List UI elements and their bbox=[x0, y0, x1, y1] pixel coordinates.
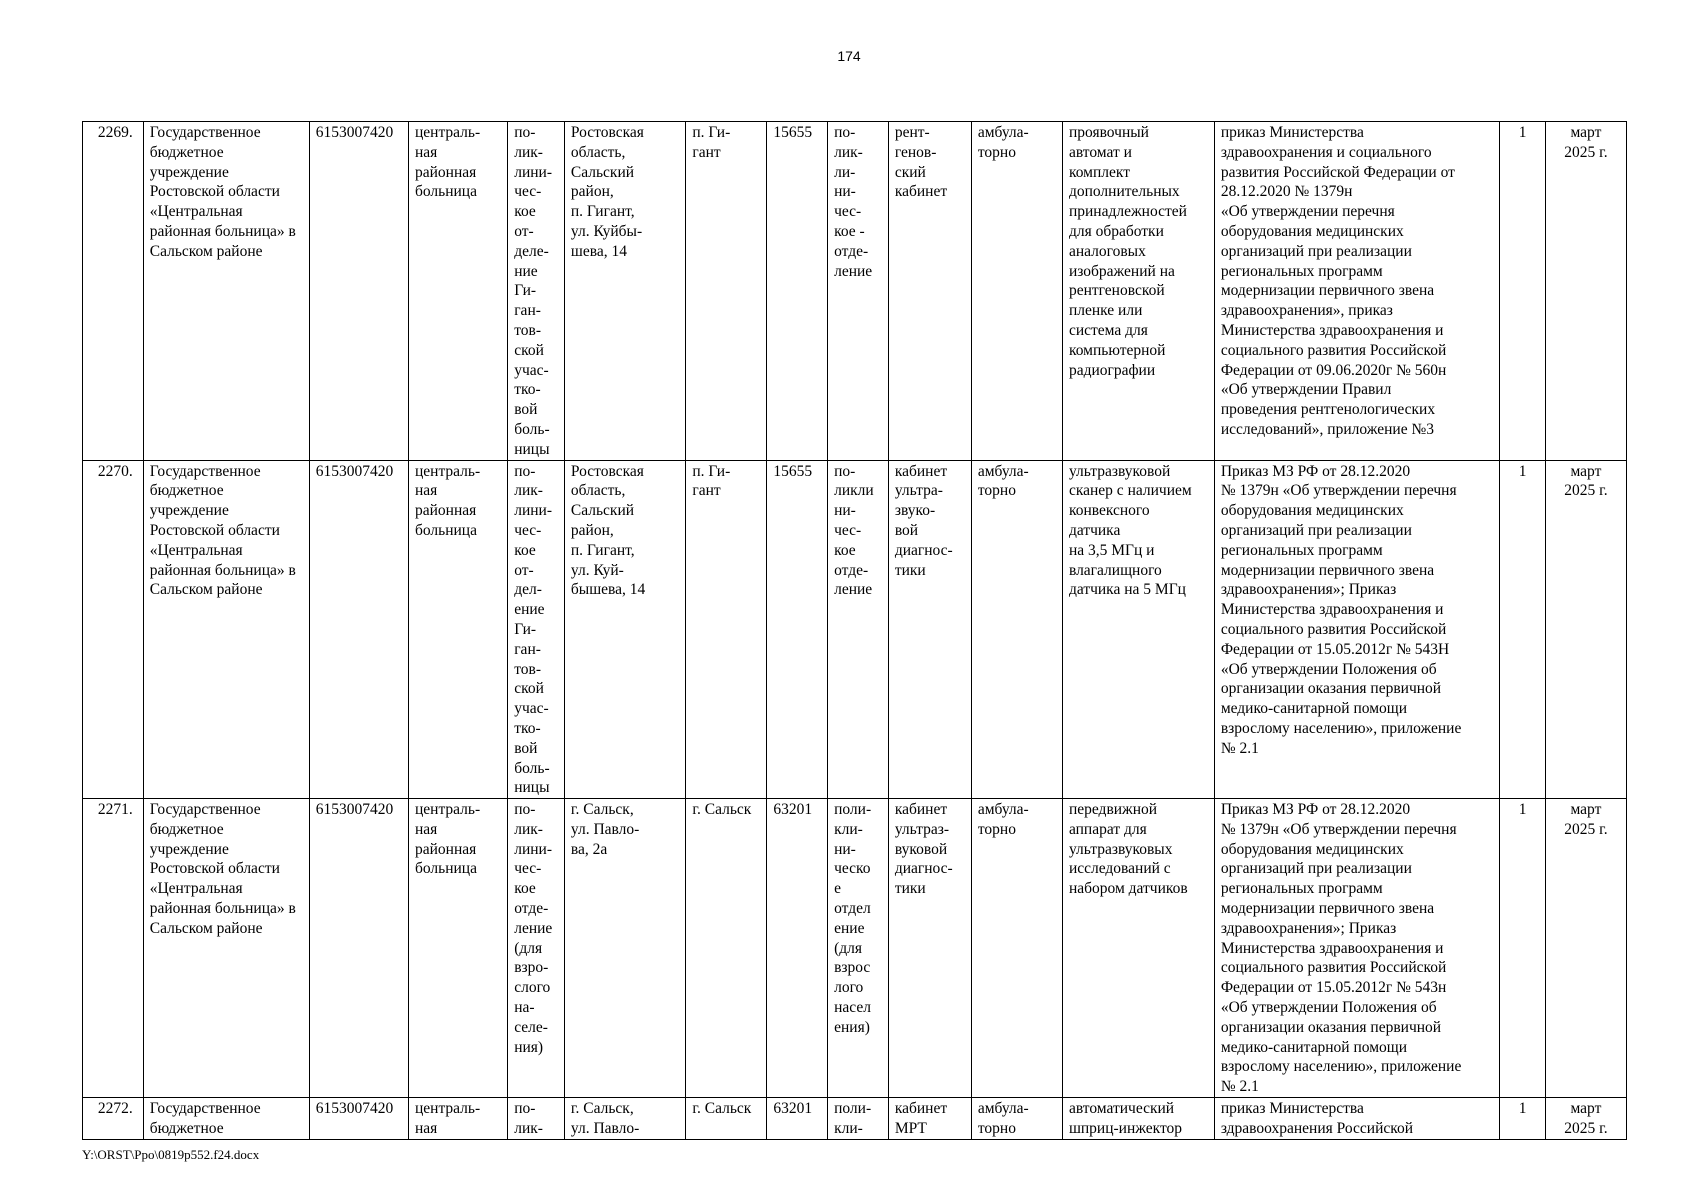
quantity: 1 bbox=[1500, 799, 1546, 1098]
room: кабинет ультра- звуко- вой диагнос- тики bbox=[888, 460, 971, 799]
unit: по- лик- ли- ни- чес- кое - отде- ление bbox=[828, 122, 889, 461]
quantity: 1 bbox=[1500, 122, 1546, 461]
equipment-register-table bbox=[82, 121, 1627, 1140]
organization-type: централь- ная районная больница bbox=[408, 122, 507, 461]
oktmo-code: 15655 bbox=[767, 122, 828, 461]
table-row bbox=[83, 799, 1627, 1098]
locality: г. Сальск bbox=[686, 799, 767, 1098]
quantity: 1 bbox=[1500, 1098, 1546, 1140]
organization-name: Государственное бюджетное учреждение Ростовской области «Центральная районная больница» в Сальском районе bbox=[143, 122, 309, 461]
room: рент- генов- ский кабинет bbox=[888, 122, 971, 461]
equipment-name: ультразвуковой сканер с наличием конвексного датчика на 3,5 МГц и влагалищного датчика на 5 МГц bbox=[1062, 460, 1214, 799]
delivery-date: март 2025 г. bbox=[1545, 799, 1626, 1098]
footer-file-path: Y:\ORST\Ppo\0819p552.f24.docx bbox=[82, 1147, 260, 1162]
care-condition: амбула- торно bbox=[971, 122, 1062, 461]
quantity: 1 bbox=[1500, 460, 1546, 799]
organization-name: Государственное бюджетное bbox=[143, 1098, 309, 1140]
organization-type: централь- ная районная больница bbox=[408, 460, 507, 799]
table-row bbox=[83, 1098, 1627, 1140]
organization-name: Государственное бюджетное учреждение Ростовской области «Центральная районная больница» в Сальском районе bbox=[143, 460, 309, 799]
inn: 6153007420 bbox=[309, 1098, 408, 1140]
row-number: 2270. bbox=[83, 460, 144, 799]
legal-basis: Приказ МЗ РФ от 28.12.2020 № 1379н «Об утверждении перечня оборудования медицинских организаций при реализации региональных программ модернизации первичного звена здравоохранения»; Приказ Министерства здравоохранения и социального развития Российской Федерации от 15.05.2012г № 543н «Об утверждении Положения об организации оказания первичной медико-санитарной помощи взрослому населению», приложение № 2.1 bbox=[1214, 799, 1500, 1098]
row-number: 2272. bbox=[83, 1098, 144, 1140]
locality: г. Сальск bbox=[686, 1098, 767, 1140]
equipment-name: автоматический шприц-инжектор bbox=[1062, 1098, 1214, 1140]
inn: 6153007420 bbox=[309, 122, 408, 461]
legal-basis: приказ Министерства здравоохранения и социального развития Российской Федерации от 28.12.2020 № 1379н «Об утверждении перечня оборудования медицинских организаций при реализации региональных программ модернизации первичного звена здравоохранения», приказ Министерства здравоохранения и социального развития Российской Федерации от 09.06.2020г № 560н «Об утверждении Правил проведения рентгенологических исследований», приложение №3 bbox=[1214, 122, 1500, 461]
unit: поли- кли- ни- ческо е отдел ение (для взрос лого насел ения) bbox=[828, 799, 889, 1098]
address: г. Сальск, ул. Павло- ва, 2а bbox=[564, 799, 685, 1098]
delivery-date: март 2025 г. bbox=[1545, 460, 1626, 799]
care-condition: амбула- торно bbox=[971, 460, 1062, 799]
page-number: 174 bbox=[837, 48, 861, 64]
locality: п. Ги- гант bbox=[686, 122, 767, 461]
table-row bbox=[83, 122, 1627, 461]
row-number: 2271. bbox=[83, 799, 144, 1098]
unit: по- ликли ни- чес- кое отде- ление bbox=[828, 460, 889, 799]
division: по- лик- лини- чес- кое от- дел- ение Ги- ган- тов- ской учас- тко- вой боль- ницы bbox=[508, 460, 565, 799]
inn: 6153007420 bbox=[309, 799, 408, 1098]
room: кабинет МРТ bbox=[888, 1098, 971, 1140]
oktmo-code: 63201 bbox=[767, 799, 828, 1098]
row-number: 2269. bbox=[83, 122, 144, 461]
locality: п. Ги- гант bbox=[686, 460, 767, 799]
organization-name: Государственное бюджетное учреждение Ростовской области «Центральная районная больница» в Сальском районе bbox=[143, 799, 309, 1098]
address: Ростовская область, Сальский район, п. Гигант, ул. Куй- бышева, 14 bbox=[564, 460, 685, 799]
division: по- лик- лини- чес- кое отде- ление (для взро- слого на- селе- ния) bbox=[508, 799, 565, 1098]
division: по- лик- лини- чес- кое от- деле- ние Ги- ган- тов- ской учас- тко- вой боль- ницы bbox=[508, 122, 565, 461]
care-condition: амбула- торно bbox=[971, 799, 1062, 1098]
delivery-date: март 2025 г. bbox=[1545, 1098, 1626, 1140]
oktmo-code: 63201 bbox=[767, 1098, 828, 1140]
organization-type: централь- ная районная больница bbox=[408, 799, 507, 1098]
address: г. Сальск, ул. Павло- bbox=[564, 1098, 685, 1140]
equipment-name: проявочный автомат и комплект дополнительных принадлежностей для обработки аналоговых изображений на рентгеновской пленке или система для компьютерной радиографии bbox=[1062, 122, 1214, 461]
oktmo-code: 15655 bbox=[767, 460, 828, 799]
unit: поли- кли- bbox=[828, 1098, 889, 1140]
inn: 6153007420 bbox=[309, 460, 408, 799]
room: кабинет ультраз- вуковой диагнос- тики bbox=[888, 799, 971, 1098]
division: по- лик- bbox=[508, 1098, 565, 1140]
organization-type: централь- ная bbox=[408, 1098, 507, 1140]
delivery-date: март 2025 г. bbox=[1545, 122, 1626, 461]
legal-basis: приказ Министерства здравоохранения Российской bbox=[1214, 1098, 1500, 1140]
equipment-name: передвижной аппарат для ультразвуковых исследований с набором датчиков bbox=[1062, 799, 1214, 1098]
care-condition: амбула- торно bbox=[971, 1098, 1062, 1140]
address: Ростовская область, Сальский район, п. Гигант, ул. Куйбы- шева, 14 bbox=[564, 122, 685, 461]
table-row bbox=[83, 460, 1627, 799]
legal-basis: Приказ МЗ РФ от 28.12.2020 № 1379н «Об утверждении перечня оборудования медицинских организаций при реализации региональных программ модернизации первичного звена здравоохранения»; Приказ Министерства здравоохранения и социального развития Российской Федерации от 15.05.2012г № 543Н «Об утверждении Положения об организации оказания первичной медико-санитарной помощи взрослому населению», приложение № 2.1 bbox=[1214, 460, 1500, 799]
